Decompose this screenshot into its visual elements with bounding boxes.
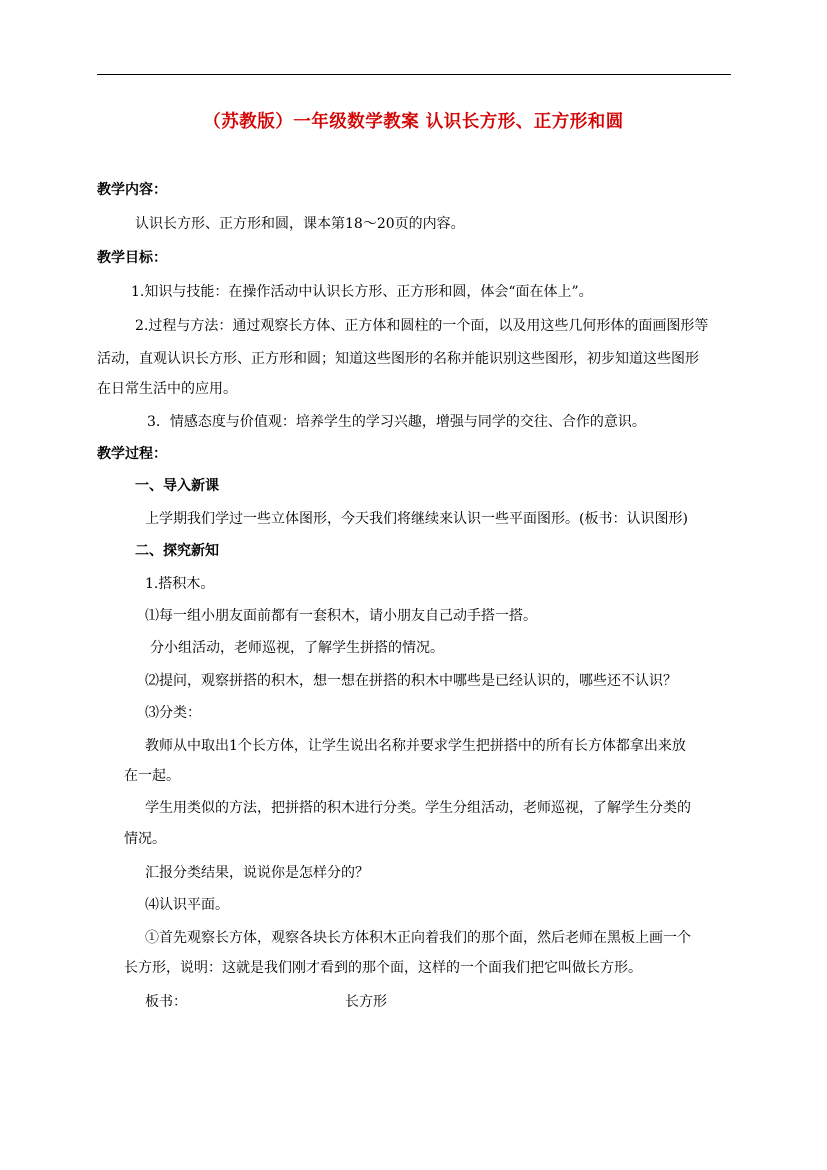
paragraph-line: 1.知识与技能：在操作活动中认识长方形、正方形和圆，体会“面在体上”。: [131, 284, 593, 300]
board-content: 长方形: [345, 994, 387, 1010]
paragraph-line: 2.过程与方法：通过观察长方体、正方体和圆柱的一个面，以及用这些几何形体的面画图形等: [135, 318, 709, 334]
paragraph-line: 长方形，说明：这就是我们刚才看到的那个面，这样的一个面我们把它叫做长方形。: [124, 960, 642, 976]
paragraph-line: ⑴每一组小朋友面前都有一套积木，请小朋友自己动手搭一搭。: [145, 608, 537, 624]
board-label: 板书：: [145, 994, 187, 1010]
paragraph-line: 情况。: [124, 831, 166, 847]
paragraph-line: 上学期我们学过一些立体图形，今天我们将继续来认识一些平面图形。(板书：认识图形): [145, 511, 688, 527]
paragraph-line: 分小组活动，老师巡视，了解学生拼搭的情况。: [150, 640, 444, 656]
section-heading: 一、导入新课: [135, 478, 219, 494]
paragraph-line: ⑶分类：: [145, 705, 201, 721]
paragraph-line: 汇报分类结果，说说你是怎样分的？: [145, 865, 369, 881]
paragraph-line: ①首先观察长方体，观察各块长方体积木正向着我们的那个面，然后老师在黑板上画一个: [145, 930, 691, 946]
paragraph-line: 学生用类似的方法，把拼搭的积木进行分类。学生分组活动，老师巡视，了解学生分类的: [145, 800, 691, 816]
paragraph-line: 3．情感态度与价值观：培养学生的学习兴趣，增强与同学的交往、合作的意识。: [147, 414, 646, 430]
header-rule: [97, 74, 731, 75]
document-title: （苏教版）一年级数学教案 认识长方形、正方形和圆: [203, 112, 624, 132]
paragraph-line: 教师从中取出1个长方体，让学生说出名称并要求学生把拼搭中的所有长方体都拿出来放: [145, 738, 686, 754]
heading-content: 教学内容：: [97, 182, 167, 198]
paragraph-line: 认识长方形、正方形和圆，课本第18～20页的内容。: [135, 216, 465, 232]
paragraph-line: ⑵提问，观察拼搭的积木，想一想在拼搭的积木中哪些是已经认识的，哪些还不认识？: [145, 673, 677, 689]
paragraph-line: 在日常生活中的应用。: [97, 381, 237, 397]
section-heading: 二、探究新知: [135, 543, 219, 559]
paragraph-line: 活动，直观认识长方形、正方形和圆；知道这些图形的名称并能识别这些图形，初步知道这些图形: [97, 351, 699, 367]
heading-process: 教学过程：: [97, 446, 167, 462]
paragraph-line: ⑷认识平面。: [145, 897, 229, 913]
paragraph-line: 在一起。: [124, 768, 180, 784]
heading-objectives: 教学目标：: [97, 250, 167, 266]
paragraph-line: 1.搭积木。: [145, 576, 215, 592]
